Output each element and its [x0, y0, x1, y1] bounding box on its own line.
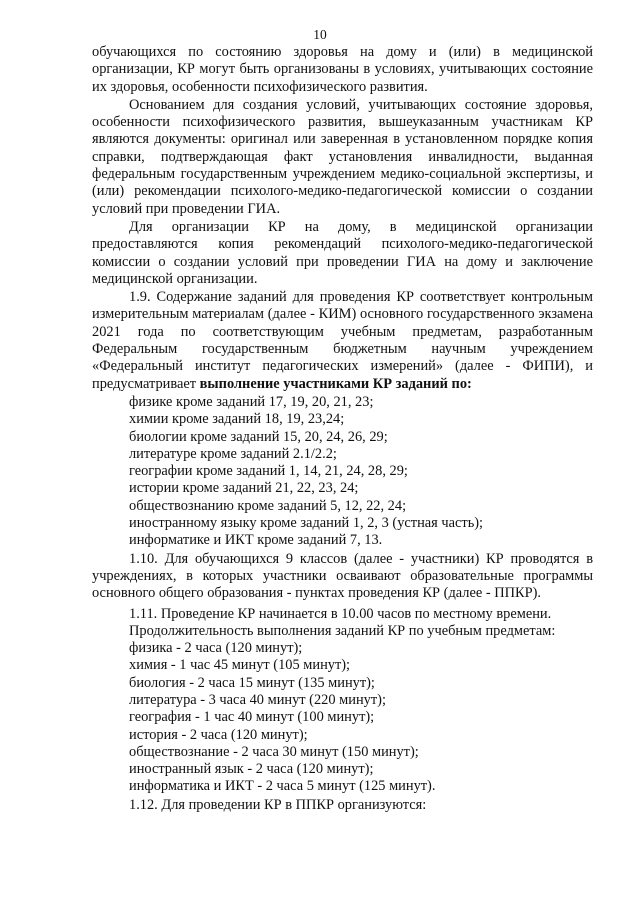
list-item: обществознанию кроме заданий 5, 12, 22, 24;: [129, 497, 407, 514]
list-item: химия - 1 час 45 минут (105 минут);: [129, 657, 351, 674]
list-item: обществознание - 2 часа 30 минут (150 минут);: [129, 743, 419, 760]
paragraph-duration-heading: Продолжительность выполнения заданий КР по учебным предметам:: [129, 622, 556, 639]
paragraph-home-organization: Для организации КР на дому, в медицинской организации предоставляются копия рекомендаций психолого-медико-педагогической комиссии о создании условий при проведении ГИА на дому и заключение медицинской организации.: [92, 218, 593, 287]
paragraph-grounds: Основанием для создания условий, учитывающих состояние здоровья, особенности психофизического развития, вышеуказанным участникам КР являются документы: оригинал или заверенная в установленном порядке копия справки, подтверждающая факт установления инвалидности, выданная федеральным государственным учреждением медико-социальной экспертизы, и (или) рекомендации психолого-медико-педагогической комиссии о создании условий при проведении ГИА.: [92, 96, 593, 217]
list-item: литература - 3 часа 40 минут (220 минут);: [129, 691, 386, 708]
list-item: информатике и ИКТ кроме заданий 7, 13.: [129, 532, 383, 549]
list-item: географии кроме заданий 1, 14, 21, 24, 28, 29;: [129, 463, 408, 480]
paragraph-1-9-text: 1.9. Содержание заданий для проведения КР соответствует контрольным измерительным материалам (далее - КИМ) основного государственного экзамена 2021 года по соответствующим учебным предметам, разработанным Федеральным государственным бюджетным научным учреждением «Федеральный институт педагогических измерений» (далее - ФИПИ), и предусматривает: [92, 289, 593, 392]
list-item: история - 2 часа (120 минут);: [129, 726, 308, 743]
subjects-tasks-list: [92, 394, 593, 550]
list-item: география - 1 час 40 минут (100 минут);: [129, 709, 375, 726]
list-item: физике кроме заданий 17, 19, 20, 21, 23;: [129, 393, 374, 410]
list-item: химии кроме заданий 18, 19, 23,24;: [129, 411, 345, 428]
paragraph-1-9: [92, 289, 593, 393]
page-number: 10: [313, 27, 327, 42]
paragraph-continuation: обучающихся по состоянию здоровья на дому и (или) в медицинской организации, КР могут быть организованы в условиях, учитывающих состояние их здоровья, особенности психофизического развития.: [92, 44, 593, 95]
list-item: биология - 2 часа 15 минут (135 минут);: [129, 674, 375, 691]
document-body: [92, 44, 593, 814]
list-item: иностранному языку кроме заданий 1, 2, 3 (устная часть);: [129, 515, 484, 532]
list-item: истории кроме заданий 21, 22, 23, 24;: [129, 480, 359, 497]
list-item: физика - 2 часа (120 минут);: [129, 640, 303, 657]
paragraph-1-9-bold-text: выполнение участниками КР заданий по:: [199, 375, 472, 392]
list-item: информатика и ИКТ - 2 часа 5 минут (125 минут).: [129, 778, 436, 795]
list-item: литературе кроме заданий 2.1/2.2;: [129, 445, 337, 462]
paragraph-1-11: 1.11. Проведение КР начинается в 10.00 часов по местному времени.: [129, 605, 552, 622]
list-item: иностранный язык - 2 часа (120 минут);: [129, 761, 374, 778]
list-item: биологии кроме заданий 15, 20, 24, 26, 29;: [129, 428, 388, 445]
paragraph-1-10: 1.10. Для обучающихся 9 классов (далее - участники) КР проводятся в учреждениях, в которых участники осваивают образовательные программы основного общего образования - пунктах проведения КР (далее - ППКР).: [92, 550, 593, 602]
paragraph-1-12: 1.12. Для проведении КР в ППКР организуются:: [129, 796, 427, 813]
durations-list: [92, 640, 593, 796]
